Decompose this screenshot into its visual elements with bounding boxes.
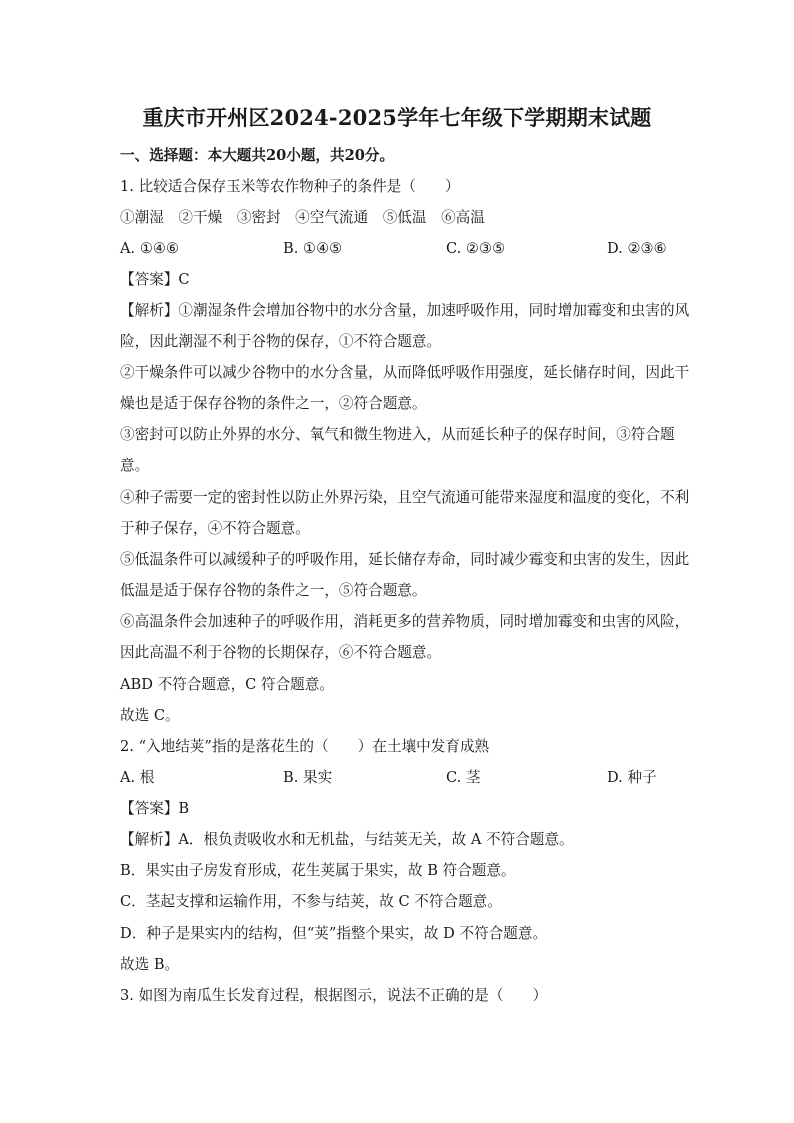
- question-1-conditions: ①潮湿 ②干燥 ③密封 ④空气流通 ⑤低温 ⑥高温: [120, 209, 485, 226]
- question-1-option-a: A. ①④⑥: [120, 240, 180, 257]
- question-2-answer: 【答案】B: [120, 800, 190, 817]
- question-1-answer: 【答案】C: [120, 271, 190, 288]
- question-2-stem: 2. “入地结荚”指的是落花生的（ ）在土壤中发育成熟: [120, 738, 490, 755]
- question-1-option-d: D. ②③⑥: [607, 240, 667, 257]
- question-1-analysis-line: ③密封可以防止外界的水分、氧气和微生物进入，从而延长种子的保存时间，③符合题: [120, 426, 675, 443]
- question-1-analysis-line: ⑥高温条件会加速种子的呼吸作用，消耗更多的营养物质，同时增加霉变和虫害的风险，: [120, 613, 690, 630]
- question-2-analysis-line: D．种子是果实内的结构，但“荚”指整个果实，故 D 不符合题意。: [120, 925, 548, 942]
- question-1-analysis-line: 燥也是适于保存谷物的条件之一，②符合题意。: [120, 395, 427, 412]
- question-1-analysis-line: 于种子保存，④不符合题意。: [120, 520, 310, 537]
- question-1-analysis-line: ②干燥条件可以减少谷物中的水分含量，从而降低呼吸作用强度，延长储存时间，因此干: [120, 364, 690, 381]
- question-1-analysis-line: ④种子需要一定的密封性以防止外界污染，且空气流通可能带来湿度和温度的变化，不利: [120, 489, 690, 506]
- question-1-analysis-line: 险，因此潮湿不利于谷物的保存，①不符合题意。: [120, 333, 442, 350]
- question-2-option-a: A. 根: [120, 769, 155, 786]
- question-1-analysis-line: 【解析】①潮湿条件会增加谷物中的水分含量，加速呼吸作用，同时增加霉变和虫害的风: [120, 302, 690, 319]
- question-1-analysis-line: 因此高温不利于谷物的长期保存，⑥不符合题意。: [120, 644, 442, 661]
- question-3-stem: 3. 如图为南瓜生长发育过程，根据图示，说法不正确的是（ ）: [120, 987, 548, 1004]
- question-1-analysis-line: 意。: [120, 457, 150, 474]
- question-2-analysis-line: C．茎起支撑和运输作用，不参与结荚，故 C 不符合题意。: [120, 893, 502, 910]
- question-1-stem: 1. 比较适合保存玉米等农作物种子的条件是（ ）: [120, 178, 460, 195]
- question-2-option-b: B. 果实: [283, 769, 333, 786]
- question-1-option-c: C. ②③⑤: [446, 240, 506, 257]
- question-2-analysis-line: B．果实由子房发育形成，花生荚属于果实，故 B 符合题意。: [120, 862, 516, 879]
- question-1-option-b: B. ①④⑤: [283, 240, 343, 257]
- question-2-analysis-line: 故选 B。: [120, 956, 180, 973]
- page-title: 重庆市开州区2024-2025学年七年级下学期期末试题: [142, 105, 652, 130]
- section-heading: 一、选择题：本大题共20小题，共20分。: [120, 147, 395, 164]
- question-1-analysis-line: ABD 不符合题意，C 符合题意。: [120, 676, 334, 693]
- question-2-option-d: D. 种子: [607, 769, 657, 786]
- question-1-analysis-line: 低温是适于保存谷物的条件之一，⑤符合题意。: [120, 582, 427, 599]
- question-1-analysis-line: 故选 C。: [120, 707, 180, 724]
- question-1-analysis-line: ⑤低温条件可以减缓种子的呼吸作用，延长储存寿命，同时减少霉变和虫害的发生，因此: [120, 551, 690, 568]
- question-2-option-c: C. 茎: [446, 769, 481, 786]
- question-2-analysis-line: 【解析】A．根负责吸收水和无机盐，与结荚无关，故 A 不符合题意。: [120, 831, 574, 848]
